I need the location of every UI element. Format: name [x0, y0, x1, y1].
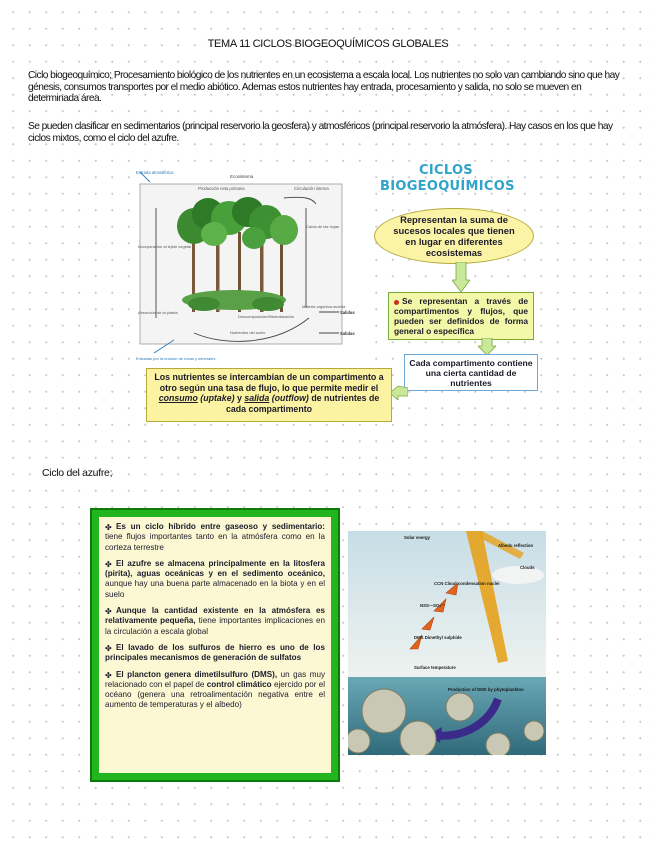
- exchange-text-1: Los nutrientes se intercambian de un compartimento a otro según una tasa de flujo, lo que permite medir el: [154, 372, 384, 393]
- note-3-rest: tiene importantes implicaciones en la circulación a escala global: [105, 616, 326, 636]
- exchange-uptake: (uptake): [200, 393, 235, 403]
- ciclos-heading: [380, 163, 515, 195]
- sparkle-bullet-icon: ✤: [105, 670, 112, 680]
- sulfur-subheading: Ciclo del azufre;: [42, 467, 113, 479]
- note-3: [105, 606, 325, 637]
- note-4-bold: El lavado de los sulfuros de hierro es uno de los principales mecanismos de generación de sulfatos: [105, 642, 325, 663]
- diagram-label-entrada-atm: Entrada atmosférica: [136, 170, 174, 175]
- ciclos-heading-line1: CICLOS: [419, 163, 473, 178]
- label-ccn: CCN Cloud condensation nuclei: [434, 581, 500, 586]
- diagram-label-caida: Caída de las hojas: [306, 224, 340, 229]
- compartments-box-text: Se representan a través de compartimentos y flujos, que pueden ser definidos de forma general o específica: [394, 296, 528, 336]
- label-surface-temp: Surface temperature: [414, 665, 456, 670]
- exchange-consumo: consumo: [158, 393, 198, 403]
- diagram-label-salidas-1: Salidas: [340, 310, 355, 315]
- note-5-rest-b: ejercido por el océano (genera una retroalimentación negativa entre el aumento de temperaturas y el albedo): [105, 679, 326, 710]
- note-1-rest: tiene flujos importantes tanto en la atmósfera como en la corteza terrestre: [105, 532, 325, 552]
- classification-paragraph: Se pueden clasificar en sedimentarios (principal reservorio la geosfera) y atmosféricos (principal reservorio la atmósfera). Hay casos en los que hay ciclos mixtos, como el ciclo del azufre.: [28, 121, 613, 144]
- intro-paragraph: Ciclo biogeoquímico; Procesamiento biológico de los nutrientes en un ecosistema a escala local. Los nutrientes no solo van cambiando sino que hay génesis, consumos transportes por el medio abiótico. Ademas estos nutrientes hay entrada, procesamiento y salida, no solo se mueven en determinada área.: [28, 70, 620, 104]
- note-2-rest: aunque hay una buena parte almacenado en la biota y en el suelo: [105, 579, 325, 599]
- note-2: [105, 559, 325, 600]
- exchange-text-end: de nutrientes de cada compartimento: [225, 393, 380, 414]
- diagram-label-circulacion: Circulación interna: [294, 186, 329, 191]
- diagram-label-nutrientes: Nutrientes del suelo: [230, 330, 266, 335]
- note-4: [105, 643, 325, 664]
- sparkle-bullet-icon: ✤: [105, 523, 112, 532]
- diagram-label-absorcion: Absorción de la planta: [138, 310, 178, 315]
- ciclos-heading-line2: BIOGEOQUÍMICOS: [380, 179, 515, 194]
- content-box-text: Cada compartimento contiene una cierta cantidad de nutrientes: [409, 358, 533, 388]
- sparkle-bullet-icon: ✤: [105, 559, 112, 569]
- label-dms: DMS Dimethyl sulphide: [414, 635, 462, 640]
- diagram-label-entradas: Entradas por la erosión de rocas y minerales: [136, 356, 216, 361]
- sulfur-notes: [99, 517, 331, 773]
- exchange-box: [146, 368, 392, 422]
- sparkle-bullet-icon: ✤: [105, 607, 112, 617]
- note-3-bold: Aunque la cantidad existente en la atmósfera es relativamente pequeña,: [105, 606, 325, 626]
- note-1-bold: Es un ciclo híbrido entre gaseoso y sedimentario:: [116, 522, 325, 531]
- sulfur-notes-frame: [90, 508, 340, 782]
- exchange-salida: salida: [244, 393, 270, 403]
- cloud-shape: [492, 566, 544, 584]
- note-5-rest-a: un gas muy relacionado con el papel de: [105, 669, 325, 689]
- connector-arrow-3: [390, 382, 408, 400]
- label-production: Production of DMS by phytoplankton: [448, 687, 524, 692]
- definition-bubble-text: Representan la suma de sucesos locales que tienen en lugar en diferentes ecosistemas: [393, 214, 515, 258]
- diagram-label-salidas-2: Salidas: [340, 331, 355, 336]
- diagram-label-ecosistema: Ecosistema: [230, 174, 254, 179]
- definition-bubble: [374, 208, 534, 264]
- note-5-bold: El plancton genera dimetilsulfuro (DMS),: [116, 669, 278, 679]
- compartments-box: [388, 292, 534, 340]
- note-5-bold-2: control climático: [206, 679, 272, 689]
- connector-arrow-1: [452, 262, 470, 294]
- label-albedo: Albedo reflection: [498, 543, 534, 548]
- label-solar-energy: Solar energy: [404, 535, 431, 540]
- dms-cycle-illustration: [348, 531, 546, 755]
- note-1: [105, 522, 325, 553]
- note-2-bold: El azufre se almacena principalmente en la litosfera (pirita), aguas oceánicas y en el sedimento oceánico,: [105, 558, 325, 579]
- exchange-y: y: [236, 393, 242, 403]
- exchange-outflow: (outflow): [271, 393, 309, 403]
- diagram-label-incorporacion: Incorporación al tejido vegetal: [138, 244, 192, 249]
- label-clouds: Clouds: [520, 565, 535, 570]
- diagram-label-descomp: Descomposición/Mineralización: [238, 314, 295, 319]
- diagram-label-materia: Materia orgánica muerta: [302, 304, 346, 309]
- label-nss: NSS—SO₄²⁻: [420, 603, 446, 608]
- diagram-label-produccion: Producción neta primaria: [198, 186, 245, 191]
- sparkle-bullet-icon: ✤: [105, 643, 112, 653]
- page-title: TEMA 11 CICLOS BIOGEOQUÍMICOS GLOBALES: [207, 38, 449, 50]
- ecosystem-diagram: [134, 168, 362, 368]
- note-5: [105, 670, 325, 711]
- content-box: [404, 354, 538, 391]
- red-bullet-icon: [394, 300, 399, 305]
